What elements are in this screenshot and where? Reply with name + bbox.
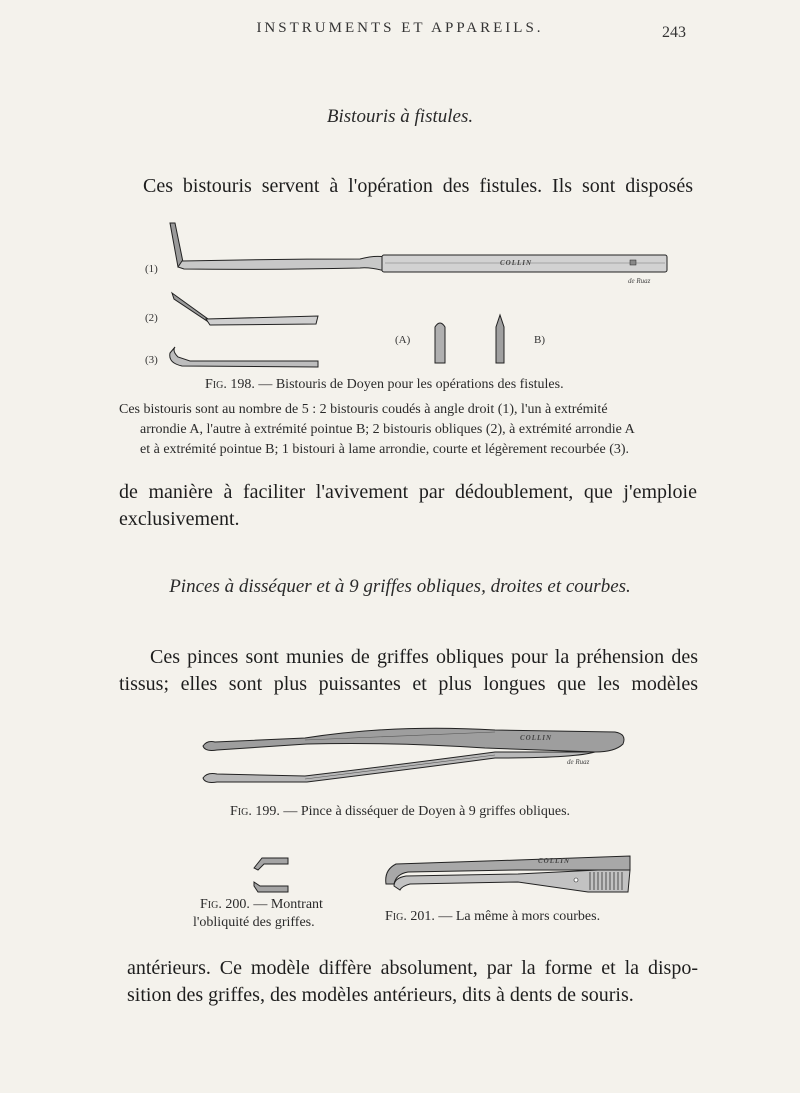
- figure-200-caption-line-2: l'obliquité des griffes.: [193, 915, 315, 930]
- running-head: INSTRUMENTS ET APPAREILS.: [256, 20, 544, 36]
- fig-198-handle-mark: COLLIN: [500, 259, 533, 267]
- figure-200-illustration: [250, 852, 300, 898]
- figure-198-caption-text: — Bistouris de Doyen pour les opérations des fistules.: [258, 377, 564, 392]
- figure-201-caption-prefix: Fig. 201.: [385, 909, 435, 924]
- fig-198-marker-a: (A): [395, 334, 411, 346]
- figure-198-legend-line-3: et à extrémité pointue B; 1 bistouri à lame arrondie, courte et légèrement recourbée (3).: [140, 442, 630, 457]
- figure-198-caption-prefix: Fig. 198.: [205, 377, 255, 392]
- detail-a-rounded-tip-drawing: [435, 323, 445, 363]
- figure-201-caption-text: — La même à mors courbes.: [438, 909, 601, 924]
- fig-198-marker-b: B): [534, 334, 545, 346]
- figure-200-drawing: [250, 852, 300, 898]
- figure-200-caption-line-1: [200, 897, 323, 913]
- figure-201-caption: [385, 909, 600, 925]
- figure-198-caption: [205, 377, 564, 393]
- figure-198-drawing: [120, 215, 700, 375]
- fig-198-marker-3: (3): [145, 354, 158, 366]
- scalpel-2-drawing: [172, 293, 318, 325]
- detail-b-pointed-tip-drawing: [496, 315, 504, 363]
- figure-198-illustration: [120, 215, 700, 375]
- page-number: 243: [662, 24, 686, 41]
- fig-199-engraver-signature: de Ruaz: [567, 758, 590, 766]
- fig-198-marker-2: (2): [145, 312, 158, 324]
- body-text-intro-pinces-2: tissus; elles sont plus puissantes et plus longues que les modèles: [119, 673, 698, 695]
- figure-199-caption-prefix: Fig. 199.: [230, 804, 280, 819]
- fig-199-handle-mark: COLLIN: [520, 734, 553, 742]
- scalpel-1-drawing: [170, 223, 667, 272]
- body-text-intro-pinces-1: Ces pinces sont munies de griffes obliques pour la préhension des: [150, 646, 698, 668]
- body-text-continuation-1: de manière à faciliter l'avivement par dédoublement, que j'emploie: [119, 481, 697, 503]
- figure-198-legend-line-1: Ces bistouris sont au nombre de 5 : 2 bistouris coudés à angle droit (1), l'un à extrémité: [119, 402, 608, 417]
- figure-201-illustration: [378, 848, 638, 898]
- figure-199-illustration: [195, 718, 635, 798]
- section-title-bistouris: Bistouris à fistules.: [326, 106, 474, 127]
- body-text-intro-bistouris: Ces bistouris servent à l'opération des fistules. Ils sont disposés: [143, 175, 693, 197]
- figure-200-caption-text-1: — Montrant: [253, 897, 323, 912]
- fig-201-handle-mark: COLLIN: [538, 857, 571, 865]
- figure-198-legend-line-2: arrondie A, l'autre à extrémité pointue B; 2 bistouris obliques (2), à extrémité arrondie A: [140, 422, 635, 437]
- figure-199-caption-text: — Pince à disséquer de Doyen à 9 griffes obliques.: [283, 804, 571, 819]
- scalpel-3-drawing: [170, 347, 318, 367]
- figure-201-drawing: [378, 848, 638, 898]
- fig-198-engraver-signature: de Ruaz: [628, 277, 651, 285]
- body-text-closing-2: sition des griffes, des modèles antérieurs, dits à dents de souris.: [127, 984, 634, 1006]
- figure-199-caption: [230, 804, 570, 820]
- figure-200-caption-prefix: Fig. 200.: [200, 897, 250, 912]
- body-text-continuation-2: exclusivement.: [119, 508, 240, 530]
- fig-198-marker-1: (1): [145, 263, 158, 275]
- body-text-closing-1: antérieurs. Ce modèle diffère absolument, par la forme et la dispo-: [127, 957, 698, 979]
- section-title-pinces: Pinces à disséquer et à 9 griffes obliques, droites et courbes.: [169, 576, 631, 597]
